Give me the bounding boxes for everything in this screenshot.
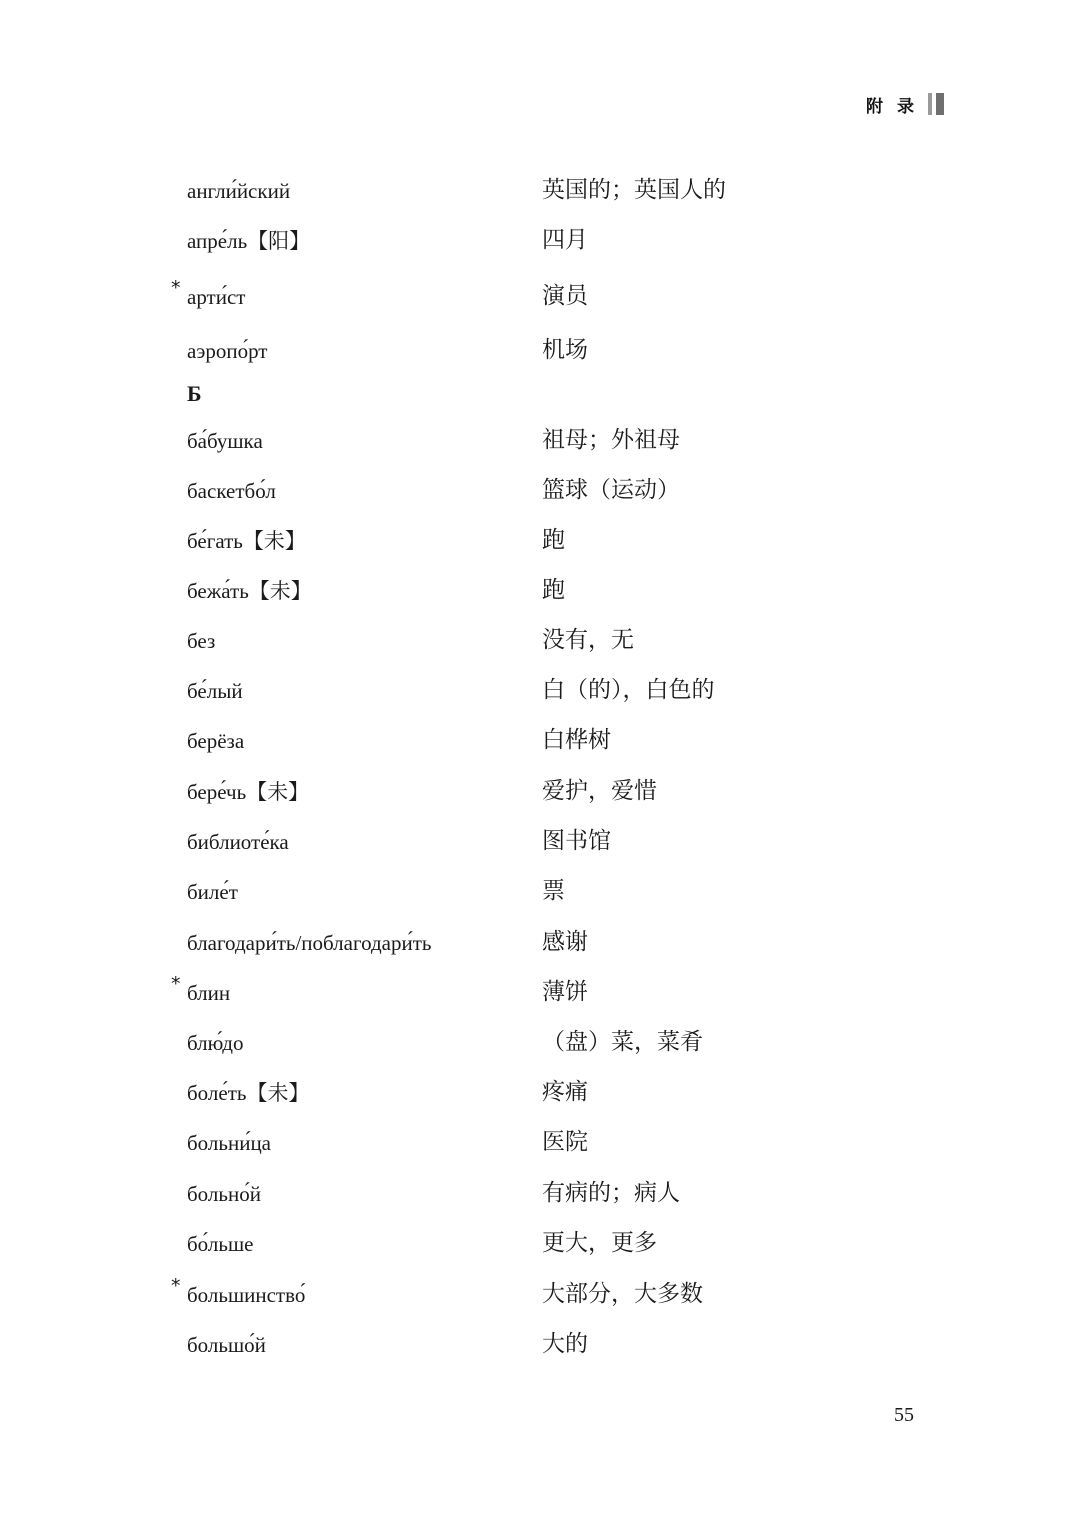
- chinese-meaning: 演员: [542, 283, 588, 309]
- vocab-entry: [0, 1078, 1087, 1112]
- russian-word: бо́льше: [187, 1232, 254, 1256]
- asterisk-mark: *: [171, 1275, 181, 1297]
- russian-word: биле́т: [187, 880, 238, 904]
- russian-word: бе́лый: [187, 679, 243, 703]
- vocab-entry: [0, 476, 1087, 510]
- vocab-entry: [0, 726, 1087, 760]
- vocab-entry: [0, 576, 1087, 610]
- header-decor-bar-thick: [936, 93, 944, 115]
- russian-word: библиоте́ка: [187, 830, 289, 854]
- vocab-entry: [0, 626, 1087, 660]
- vocab-entry: [0, 1229, 1087, 1263]
- vocab-entry: [0, 277, 1087, 316]
- header-title: 附录: [866, 96, 928, 117]
- vocab-entry: [0, 827, 1087, 861]
- russian-word: апре́ль【阳】: [187, 229, 311, 253]
- russian-word: благодари́ть/поблагодари́ть: [187, 931, 432, 955]
- vocab-entry: [0, 1028, 1087, 1062]
- chinese-meaning: 祖母；外祖母: [542, 427, 680, 453]
- russian-word: больно́й: [187, 1182, 261, 1206]
- vocab-entry: [0, 336, 1087, 370]
- russian-word: бе́гать【未】: [187, 529, 306, 553]
- chinese-meaning: （盘）菜，菜肴: [542, 1029, 703, 1055]
- chinese-meaning: 英国的；英国人的: [542, 177, 726, 203]
- section-letter: Б: [187, 381, 202, 406]
- russian-word: больни́ца: [187, 1131, 271, 1155]
- vocab-entry: [0, 877, 1087, 911]
- vocab-entry: [0, 1128, 1087, 1162]
- vocab-entry: [0, 1330, 1087, 1364]
- russian-word: ба́бушка: [187, 429, 263, 453]
- chinese-meaning: 大的: [542, 1331, 588, 1357]
- vocab-entry: [0, 176, 1087, 210]
- vocab-entry: [0, 928, 1087, 962]
- russian-word: арти́ст: [187, 285, 246, 309]
- russian-word: блю́до: [187, 1031, 244, 1055]
- vocab-entry: [0, 526, 1087, 560]
- chinese-meaning: 医院: [542, 1129, 588, 1155]
- chinese-meaning: 爱护，爱惜: [542, 778, 657, 804]
- chinese-meaning: 有病的；病人: [542, 1180, 680, 1206]
- chinese-meaning: 四月: [542, 227, 588, 253]
- russian-word: большинство́: [187, 1283, 306, 1307]
- vocab-entry: [0, 226, 1087, 260]
- chinese-meaning: 票: [542, 878, 565, 904]
- asterisk-mark: *: [171, 973, 181, 995]
- vocab-entry: [0, 1179, 1087, 1213]
- asterisk-mark: *: [171, 277, 181, 299]
- russian-word: англи́йский: [187, 179, 291, 203]
- header-decor-bar-thin: [928, 93, 932, 115]
- russian-word: баскетбо́л: [187, 479, 276, 503]
- russian-word: без: [187, 629, 216, 653]
- russian-word: берёза: [187, 729, 245, 753]
- vocab-entry: [0, 777, 1087, 811]
- chinese-meaning: 白桦树: [542, 727, 611, 753]
- vocab-entry: [0, 676, 1087, 710]
- vocab-entry: [0, 973, 1087, 1012]
- russian-word: большо́й: [187, 1333, 266, 1357]
- russian-word: бере́чь【未】: [187, 780, 310, 804]
- chinese-meaning: 大部分，大多数: [542, 1281, 703, 1307]
- chinese-meaning: 更大，更多: [542, 1230, 657, 1256]
- chinese-meaning: 没有，无: [542, 627, 634, 653]
- chinese-meaning: 薄饼: [542, 979, 588, 1005]
- chinese-meaning: 疼痛: [542, 1079, 588, 1105]
- chinese-meaning: 跑: [542, 527, 565, 553]
- vocab-entry: [0, 426, 1087, 460]
- chinese-meaning: 图书馆: [542, 828, 611, 854]
- chinese-meaning: 白（的），白色的: [542, 677, 715, 703]
- running-header: [866, 92, 944, 116]
- russian-word: блин: [187, 981, 231, 1005]
- chinese-meaning: 感谢: [542, 929, 588, 955]
- page-number: 55: [894, 1404, 914, 1426]
- russian-word: бежа́ть【未】: [187, 579, 312, 603]
- russian-word: боле́ть【未】: [187, 1081, 310, 1105]
- russian-word: аэропо́рт: [187, 339, 268, 363]
- chinese-meaning: 跑: [542, 577, 565, 603]
- chinese-meaning: 篮球（运动）: [542, 477, 680, 503]
- vocab-entry: [0, 1275, 1087, 1314]
- chinese-meaning: 机场: [542, 337, 588, 363]
